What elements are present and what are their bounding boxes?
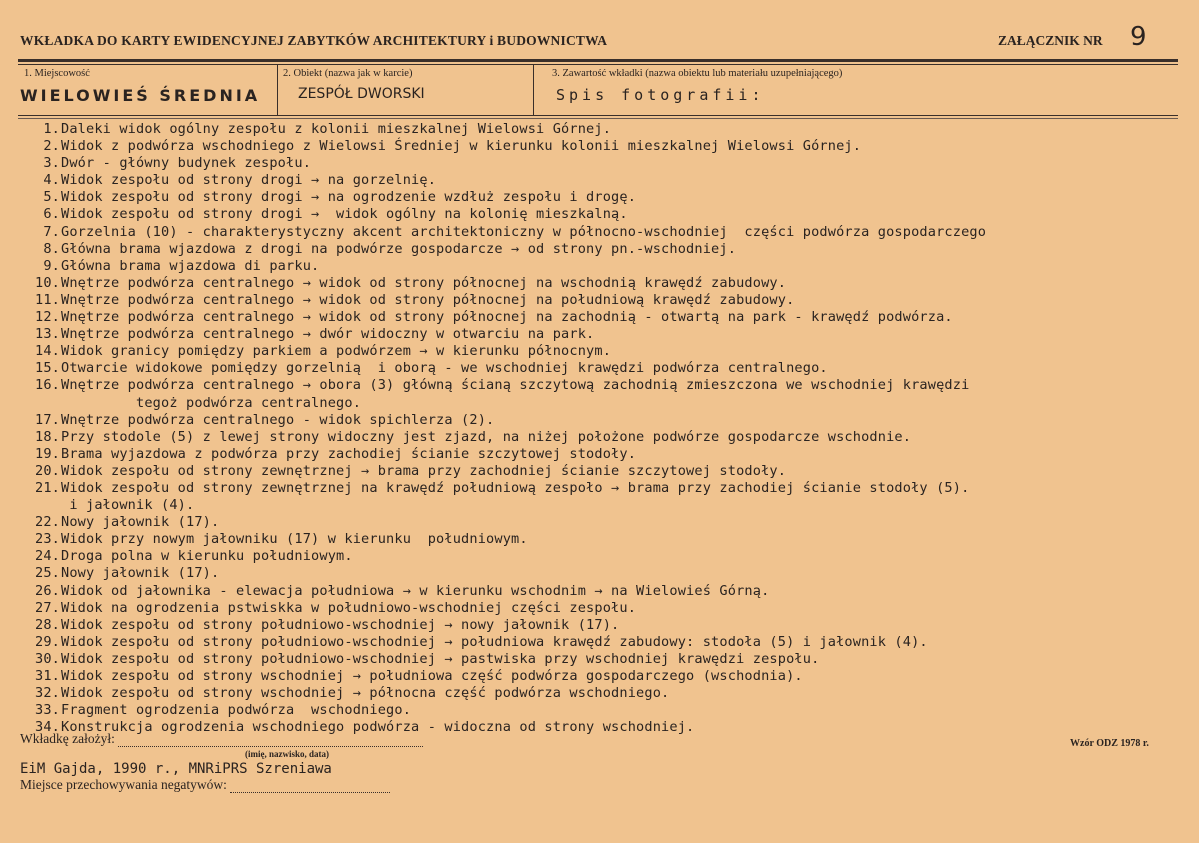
content-label: 3. Zawartość wkładki (nazwa obiektu lub materiału uzupełniającego) — [552, 68, 843, 79]
list-item-text: Wnętrze podwórza centralnego - widok spichlerza (2). — [61, 411, 495, 428]
list-item-number: 3. — [43, 155, 60, 172]
list-item — [20, 309, 1180, 326]
list-item-text: Droga polna w kierunku południowym. — [61, 548, 353, 565]
list-item-number: 28. — [34, 616, 60, 633]
list-item-number: 2. — [43, 138, 60, 155]
list-item — [20, 360, 1180, 377]
list-item — [20, 446, 1180, 463]
created-by-row — [20, 731, 423, 747]
list-item-text: Wnętrze podwórza centralnego → widok od strony północnej na południową krawędź zabudowy. — [61, 291, 795, 308]
list-item-number: 15. — [34, 360, 60, 377]
list-item-number: 13. — [34, 326, 60, 343]
list-item-number: 16. — [34, 377, 60, 394]
document-title: WKŁADKA DO KARTY EWIDENCYJNEJ ZABYTKÓW ARCHITEKTURY i BUDOWNICTWA — [20, 33, 608, 48]
list-item — [20, 326, 1180, 343]
list-item-text: Wnętrze podwórza centralnego → widok od strony północnej na wschodnią krawędź zabudowy. — [61, 274, 787, 291]
list-item — [20, 514, 1180, 531]
list-item-text: Widok na ogrodzenia pstwiskka w południowo-wschodniej części zespołu. — [61, 599, 637, 616]
fields-rule-thin — [18, 118, 1178, 119]
place-value: WIELOWIEŚ ŚREDNIA — [20, 86, 261, 105]
list-item-text: Widok z podwórza wschodniego z Wielowsi Średniej w kierunku kolonii mieszkalnej Wielowsi Górnej. — [61, 138, 862, 155]
list-item — [20, 189, 1180, 206]
list-item — [20, 241, 1180, 258]
list-item-number: 7. — [43, 223, 60, 240]
annex-label: ZAŁĄCZNIK NR — [998, 33, 1103, 48]
created-by-label: Wkładkę założył: — [20, 731, 115, 746]
list-item-text: Widok przy nowym jałowniku (17) w kierunku południowym. — [61, 531, 528, 548]
list-item — [20, 258, 1180, 275]
list-item — [20, 497, 1180, 514]
list-item-number: 18. — [34, 428, 60, 445]
object-value: ZESPÓŁ DWORSKI — [298, 86, 425, 102]
list-item — [20, 343, 1180, 360]
list-item-number: 26. — [34, 582, 60, 599]
list-item-number: 17. — [34, 411, 60, 428]
list-item-text: Główna brama wjazdowa z drogi na podwórze gospodarcze → od strony pn.-wschodniej. — [61, 240, 737, 257]
list-item-number: 6. — [43, 206, 60, 223]
list-item-text: i jałownik (4). — [61, 497, 195, 514]
list-item-number: 12. — [34, 309, 60, 326]
list-item-number: 34. — [34, 719, 60, 736]
list-item — [20, 429, 1180, 446]
list-item-number — [20, 395, 60, 412]
list-item — [20, 565, 1180, 582]
list-item — [20, 292, 1180, 309]
list-item — [20, 224, 1180, 241]
created-by-hint: (imię, nazwisko, data) — [245, 749, 329, 759]
negatives-dotline — [230, 792, 390, 793]
list-item-number: 4. — [43, 172, 60, 189]
list-item — [20, 206, 1180, 223]
annex-number: 9 — [1130, 22, 1147, 52]
list-item-text: Widok od jałownika - elewacja południowa → w kierunku wschodnim → na Wielowieś Górną. — [61, 582, 770, 599]
list-item-text: Widok zespołu od strony drogi → na gorzelnię. — [61, 172, 437, 189]
list-item-number: 31. — [34, 668, 60, 684]
list-item-number: 29. — [34, 633, 60, 650]
object-label: 2. Obiekt (nazwa jak w karcie) — [283, 68, 413, 79]
list-item-number: 21. — [34, 479, 60, 496]
list-item-text: tegoż podwórza centralnego. — [61, 394, 362, 411]
negatives-row — [20, 777, 390, 793]
list-item-text: Widok zespołu od strony zewnętrznej → brama przy zachodniej ścianie szczytowej stodoły. — [61, 462, 787, 479]
header-rule — [18, 59, 1178, 62]
list-item-number: 5. — [43, 189, 60, 206]
list-item-number: 32. — [34, 685, 60, 702]
fields-rule — [18, 115, 1178, 116]
header-rule-thin — [18, 64, 1178, 65]
list-item — [20, 651, 1180, 668]
list-item-number: 19. — [34, 445, 60, 462]
list-item-text: Nowy jałownik (17). — [61, 565, 220, 582]
list-item-text: Widok zespołu od strony wschodniej → południowa część podwórza gospodarczego (wschodnia). — [61, 668, 803, 684]
list-item-text: Brama wyjazdowa z podwórza przy zachodiej ścianie szczytowej stodoły. — [61, 445, 637, 462]
list-item-text: Widok zespołu od strony południowo-wschodniej → południowa krawędź zabudowy: stodoła (5) i jałownik (4). — [61, 633, 928, 650]
negatives-label: Miejsce przechowywania negatywów: — [20, 777, 227, 792]
list-item-text: Fragment ogrodzenia podwórza wschodniego. — [61, 702, 412, 719]
photo-list — [20, 121, 1180, 736]
list-item-number: 8. — [43, 240, 60, 257]
list-item-number: 9. — [43, 257, 60, 274]
list-item-number: 23. — [34, 531, 60, 548]
list-item-text: Widok zespołu od strony południowo-wschodniej → nowy jałownik (17). — [61, 616, 620, 633]
list-item-number: 1. — [43, 121, 60, 137]
list-item — [20, 583, 1180, 600]
list-item-text: Otwarcie widokowe pomiędzy gorzelnią i oborą - we wschodniej krawędzi podwórza centralnego. — [61, 360, 828, 377]
list-item-text: Widok zespołu od strony południowo-wschodniej → pastwiska przy wschodniej krawędzi zespołu. — [61, 650, 820, 667]
list-item — [20, 412, 1180, 429]
list-item — [20, 702, 1180, 719]
list-item — [20, 685, 1180, 702]
list-item — [20, 548, 1180, 565]
list-item — [20, 155, 1180, 172]
list-item-text: Główna brama wjazdowa di parku. — [61, 257, 320, 274]
list-item — [20, 275, 1180, 292]
pattern-label: Wzór ODZ 1978 r. — [1070, 738, 1149, 749]
list-item-text: Gorzelnia (10) - charakterystyczny akcent architektoniczny w północno-wschodniej części podwórza gospodarczego — [61, 223, 987, 240]
list-item-text: Widok zespołu od strony zewnętrznej na krawędź południową zespoło → brama przy zachodiej ścianie stodoły (5). — [61, 479, 970, 496]
list-item-number: 11. — [34, 291, 60, 308]
list-item-number: 27. — [34, 599, 60, 616]
list-item-number: 14. — [34, 343, 60, 360]
list-item — [20, 463, 1180, 480]
place-label: 1. Miejscowość — [24, 68, 90, 79]
created-by-value: EiM Gajda, 1990 r., MNRiPRS Szreniawa — [20, 761, 332, 777]
list-item-text: Dwór - główny budynek zespołu. — [61, 155, 312, 172]
list-item — [20, 531, 1180, 548]
list-item — [20, 121, 1180, 138]
list-item — [20, 138, 1180, 155]
list-item — [20, 172, 1180, 189]
list-item — [20, 377, 1180, 394]
list-item-text: Wnętrze podwórza centralnego → widok od strony północnej na zachodnią - otwartą na park - krawędź podwórza. — [61, 309, 953, 326]
created-by-dotline — [118, 746, 423, 747]
list-item-number: 22. — [34, 514, 60, 531]
list-item — [20, 480, 1180, 497]
list-item-number: 24. — [34, 548, 60, 565]
list-item-text: Wnętrze podwórza centralnego → dwór widoczny w otwarciu na park. — [61, 326, 595, 343]
list-item — [20, 617, 1180, 634]
list-item-text: Daleki widok ogólny zespołu z kolonii mieszkalnej Wielowsi Górnej. — [61, 121, 612, 137]
list-item-text: Widok zespołu od strony drogi → widok ogólny na kolonię mieszkalną. — [61, 206, 628, 223]
list-item — [20, 600, 1180, 617]
list-item — [20, 634, 1180, 651]
list-item-text: Konstrukcja ogrodzenia wschodniego podwórza - widoczna od strony wschodniej. — [61, 719, 695, 736]
list-item-number: 33. — [34, 702, 60, 719]
list-item-text: Wnętrze podwórza centralnego → obora (3) główną ścianą szczytową zachodnią zmieszczona we wschodniej krawędzi — [61, 377, 970, 394]
field-divider-2 — [533, 64, 534, 115]
field-divider-1 — [277, 64, 278, 115]
list-item-text: Nowy jałownik (17). — [61, 514, 220, 531]
list-item-text: Widok zespołu od strony wschodniej → północna część podwórza wschodniego. — [61, 685, 670, 702]
list-item-number — [20, 497, 60, 514]
list-item-number: 20. — [34, 462, 60, 479]
list-item-number: 10. — [34, 274, 60, 291]
list-item — [20, 395, 1180, 412]
list-item-text: Widok zespołu od strony drogi → na ogrodzenie wzdłuż zespołu i drogę. — [61, 189, 637, 206]
list-item-text: Przy stodole (5) z lewej strony widoczny jest zjazd, na niżej położone podwórze gospodarcze wschodnie. — [61, 428, 912, 445]
list-item — [20, 668, 1180, 685]
list-item-number: 30. — [34, 650, 60, 667]
content-value: Spis fotografii: — [556, 86, 765, 104]
list-item-text: Widok granicy pomiędzy parkiem a podwórzem → w kierunku północnym. — [61, 343, 612, 360]
list-item-number: 25. — [34, 565, 60, 582]
